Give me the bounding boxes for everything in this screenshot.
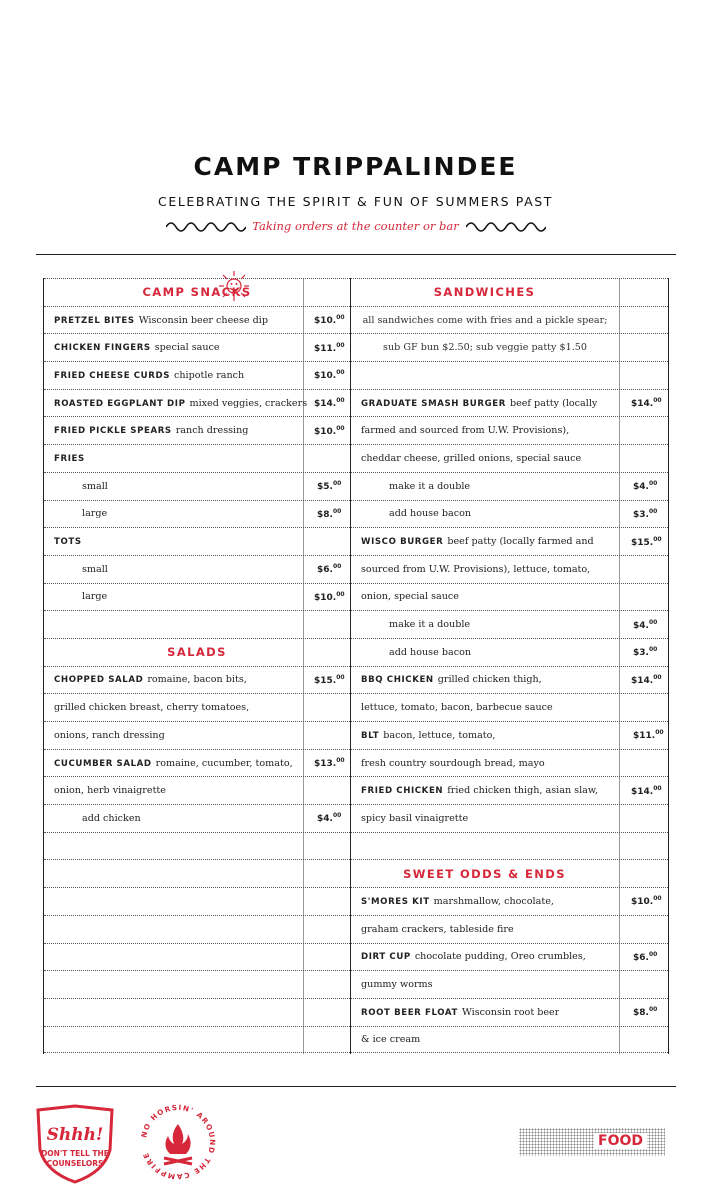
menu-item-description: onions, ranch dressing (44, 721, 350, 749)
left-menu-column (44, 278, 350, 1053)
right-menu-column (351, 278, 668, 1053)
menu-item-dirt-cup: DIRT CUP chocolate pudding, Oreo crumbles, $6.00 (351, 943, 668, 971)
blank-row (44, 998, 350, 1026)
blank-row (44, 832, 350, 860)
menu-item-fried-pickle-spears: FRIED PICKLE SPEARS ranch dressing $10.00 (44, 416, 350, 444)
camp-snacks-title: CAMP SNACKS (142, 285, 252, 300)
sandwich-note-line-2: sub GF bun $2.50; sub veggie patty $1.50 (351, 333, 668, 361)
top-divider (36, 254, 676, 255)
menu-item-root-beer-float: ROOT BEER FLOAT Wisconsin root beer $8.00 (351, 998, 668, 1026)
menu-item-description: cheddar cheese, grilled onions, special sauce (351, 444, 668, 472)
menu-item-chicken-fingers: CHICKEN FINGERS special sauce $11.00 (44, 333, 350, 361)
menu-item-description: farmed and sourced from U.W. Provisions), (351, 416, 668, 444)
menu-item-make-it-double: make it a double $4.00 (351, 472, 668, 500)
menu-item-description: & ice cream (351, 1026, 668, 1054)
badge-shhh-text: Shhh! (46, 1125, 104, 1145)
blank-row (44, 859, 350, 887)
order-tagline: Taking orders at the counter or bar (252, 219, 459, 233)
menu-title: CAMP TRIPPALINDEE (193, 152, 518, 181)
menu-item-add-house-bacon: add house bacon $3.00 (351, 638, 668, 666)
menu-item-smores-kit: S'MORES KIT marshmallow, chocolate, $10.00 (351, 887, 668, 915)
wave-right-decoration (466, 220, 546, 234)
menu-item-blt: BLT bacon, lettuce, tomato, $11.00 (351, 721, 668, 749)
menu-item-description: lettuce, tomato, bacon, barbecue sauce (351, 693, 668, 721)
menu-item-graduate-smash-burger: GRADUATE SMASH BURGER beef patty (locally $14.00 (351, 389, 668, 417)
menu-item-description: onion, herb vinaigrette (44, 776, 350, 804)
blank-row (44, 1026, 350, 1054)
salads-heading: SALADS (44, 638, 350, 666)
menu-item-description: spicy basil vinaigrette (351, 804, 668, 832)
menu-item-fried-chicken: FRIED CHICKEN fried chicken thigh, asian slaw, $14.00 (351, 776, 668, 804)
menu-subtitle: CELEBRATING THE SPIRIT & FUN OF SUMMERS PAST (158, 194, 553, 209)
menu-item-pretzel-bites: PRETZEL BITES Wisconsin beer cheese dip $10.00 (44, 306, 350, 334)
badge-line-2-text: DON'T TELL THE (41, 1149, 109, 1158)
bottom-divider (36, 1086, 676, 1087)
blank-row (44, 943, 350, 971)
menu-item-tots-small: small $6.00 (44, 555, 350, 583)
campfire-icon (164, 1124, 192, 1164)
sandwiches-heading: SANDWICHES (351, 278, 668, 306)
menu-item-make-it-double: make it a double $4.00 (351, 610, 668, 638)
menu-item-add-house-bacon: add house bacon $3.00 (351, 500, 668, 528)
shhh-badge-logo (34, 1104, 116, 1184)
menu-item-tots-large: large $10.00 (44, 583, 350, 611)
menu-item-fries: FRIES (44, 444, 350, 472)
menu-item-fries-large: large $8.00 (44, 500, 350, 528)
blank-row (44, 610, 350, 638)
menu-item-description: sourced from U.W. Provisions), lettuce, tomato, (351, 555, 668, 583)
food-label-box (519, 1128, 665, 1156)
campfire-seal-logo (136, 1100, 220, 1184)
menu-item-description: onion, special sauce (351, 583, 668, 611)
sandwich-note-line-1: all sandwiches come with fries and a pickle spear; (351, 306, 668, 334)
menu-item-description: graham crackers, tableside fire (351, 915, 668, 943)
blank-row (351, 361, 668, 389)
blank-row (44, 915, 350, 943)
menu-item-description: fresh country sourdough bread, mayo (351, 749, 668, 777)
menu-item-chopped-salad: CHOPPED SALAD romaine, bacon bits, $15.00 (44, 666, 350, 694)
sun-icon (217, 269, 251, 301)
sweet-odds-heading: SWEET ODDS & ENDS (351, 859, 668, 887)
menu-item-fries-small: small $5.00 (44, 472, 350, 500)
menu-item-tots: TOTS (44, 527, 350, 555)
menu-item-description: gummy worms (351, 970, 668, 998)
campfire-ring-text: NO HORSIN' AROUND THE CAMPFIRE (139, 1102, 218, 1182)
menu-item-fried-cheese-curds: FRIED CHEESE CURDS chipotle ranch $10.00 (44, 361, 350, 389)
blank-row (44, 970, 350, 998)
menu-item-bbq-chicken: BBQ CHICKEN grilled chicken thigh, $14.00 (351, 666, 668, 694)
menu-item-roasted-eggplant-dip: ROASTED EGGPLANT DIP mixed veggies, crackers $14.00 (44, 389, 350, 417)
menu-item-description: grilled chicken breast, cherry tomatoes, (44, 693, 350, 721)
camp-snacks-heading (44, 278, 350, 306)
food-label: FOOD (594, 1133, 647, 1149)
menu-item-add-chicken: add chicken $4.00 (44, 804, 350, 832)
badge-line-3-text: COUNSELORS (46, 1159, 104, 1168)
blank-row (351, 832, 668, 860)
blank-row (44, 887, 350, 915)
menu-item-cucumber-salad: CUCUMBER SALAD romaine, cucumber, tomato, $13.00 (44, 749, 350, 777)
menu-item-wisco-burger: WISCO BURGER beef patty (locally farmed and $15.00 (351, 527, 668, 555)
right-column-border (668, 278, 669, 1054)
